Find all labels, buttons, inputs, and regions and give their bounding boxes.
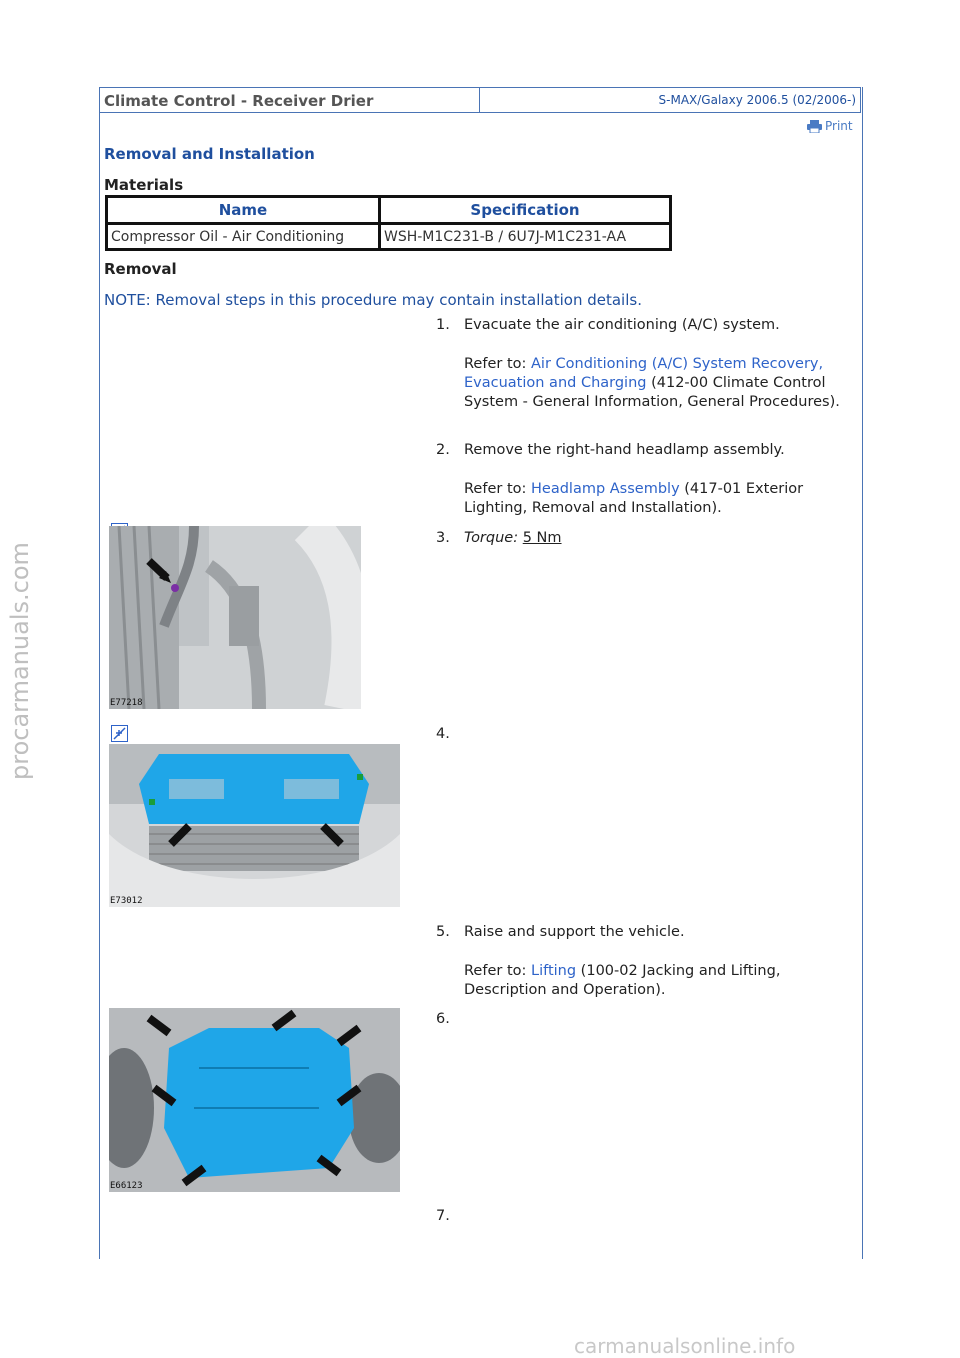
step-body — [464, 316, 844, 412]
step-reference — [464, 962, 844, 1000]
reference-link[interactable]: Lifting — [531, 963, 577, 979]
step-number: 7. — [436, 1208, 450, 1224]
print-button[interactable] — [807, 119, 853, 133]
reference-link[interactable]: Air Conditioning (A/C) System Recovery, Evacuation and Charging — [464, 356, 824, 391]
step-reference — [464, 480, 844, 518]
vehicle-model: S-MAX/Galaxy 2006.5 (02/2006-) — [658, 93, 856, 107]
step-number: 5. — [436, 924, 450, 940]
step-number: 4. — [436, 726, 450, 742]
print-label[interactable]: Print — [825, 119, 853, 133]
illustration — [109, 1008, 400, 1192]
removal-note: NOTE: Removal steps in this procedure may contain installation details. — [104, 291, 642, 309]
column-header-specification: Specification — [380, 197, 671, 224]
watermark-procarmanuals: procarmanuals.com — [6, 542, 34, 780]
column-header-name: Name — [107, 197, 380, 224]
materials-table — [105, 195, 672, 251]
materials-title: Materials — [104, 176, 184, 194]
section-title: Removal and Installation — [104, 145, 315, 163]
torque-label: Torque: — [464, 530, 519, 546]
printer-icon — [807, 120, 822, 133]
step-number: 1. — [436, 317, 450, 333]
step-reference — [464, 355, 844, 412]
figure-front-panel-cover[interactable] — [109, 744, 400, 907]
removal-title: Removal — [104, 260, 177, 278]
material-spec-cell: WSH-M1C231-B / 6U7J-M1C231-AA — [380, 224, 671, 250]
figure-undershield[interactable] — [109, 1008, 400, 1192]
figure-code: E73012 — [110, 896, 143, 906]
refer-prefix: Refer to: — [464, 356, 531, 372]
header-bar — [99, 87, 861, 113]
reference-link[interactable]: Headlamp Assembly — [531, 481, 680, 497]
refer-suffix: (412-00 Climate Control System - General Information, General Procedures). — [464, 375, 840, 410]
step-number: 3. — [436, 530, 450, 546]
document-title: Climate Control - Receiver Drier — [100, 88, 480, 112]
refer-suffix: (100-02 Jacking and Lifting, Description and Operation). — [464, 963, 781, 998]
torque-value[interactable]: 5 Nm — [522, 530, 562, 546]
table-row — [107, 224, 671, 250]
refer-suffix: (417-01 Exterior Lighting, Removal and Installation). — [464, 481, 804, 516]
figure-code: E77218 — [110, 698, 143, 708]
step-number: 6. — [436, 1011, 450, 1027]
step-text: Evacuate the air conditioning (A/C) system. — [464, 317, 780, 333]
watermark-carmanualsonline: carmanualsonline.info — [574, 1334, 796, 1358]
step-number: 2. — [436, 442, 450, 458]
figure-code: E66123 — [110, 1181, 143, 1191]
illustration — [109, 526, 361, 709]
refer-prefix: Refer to: — [464, 963, 531, 979]
refer-prefix: Refer to: — [464, 481, 531, 497]
zoom-icon[interactable] — [111, 725, 128, 742]
figure-radiator-bracket[interactable] — [109, 526, 361, 709]
step-text: Remove the right-hand headlamp assembly. — [464, 442, 785, 458]
material-name-cell: Compressor Oil - Air Conditioning — [107, 224, 380, 250]
step-body — [464, 923, 844, 1000]
step-text: Raise and support the vehicle. — [464, 924, 685, 940]
step-body — [464, 529, 844, 548]
illustration — [109, 744, 400, 907]
step-body — [464, 441, 844, 518]
